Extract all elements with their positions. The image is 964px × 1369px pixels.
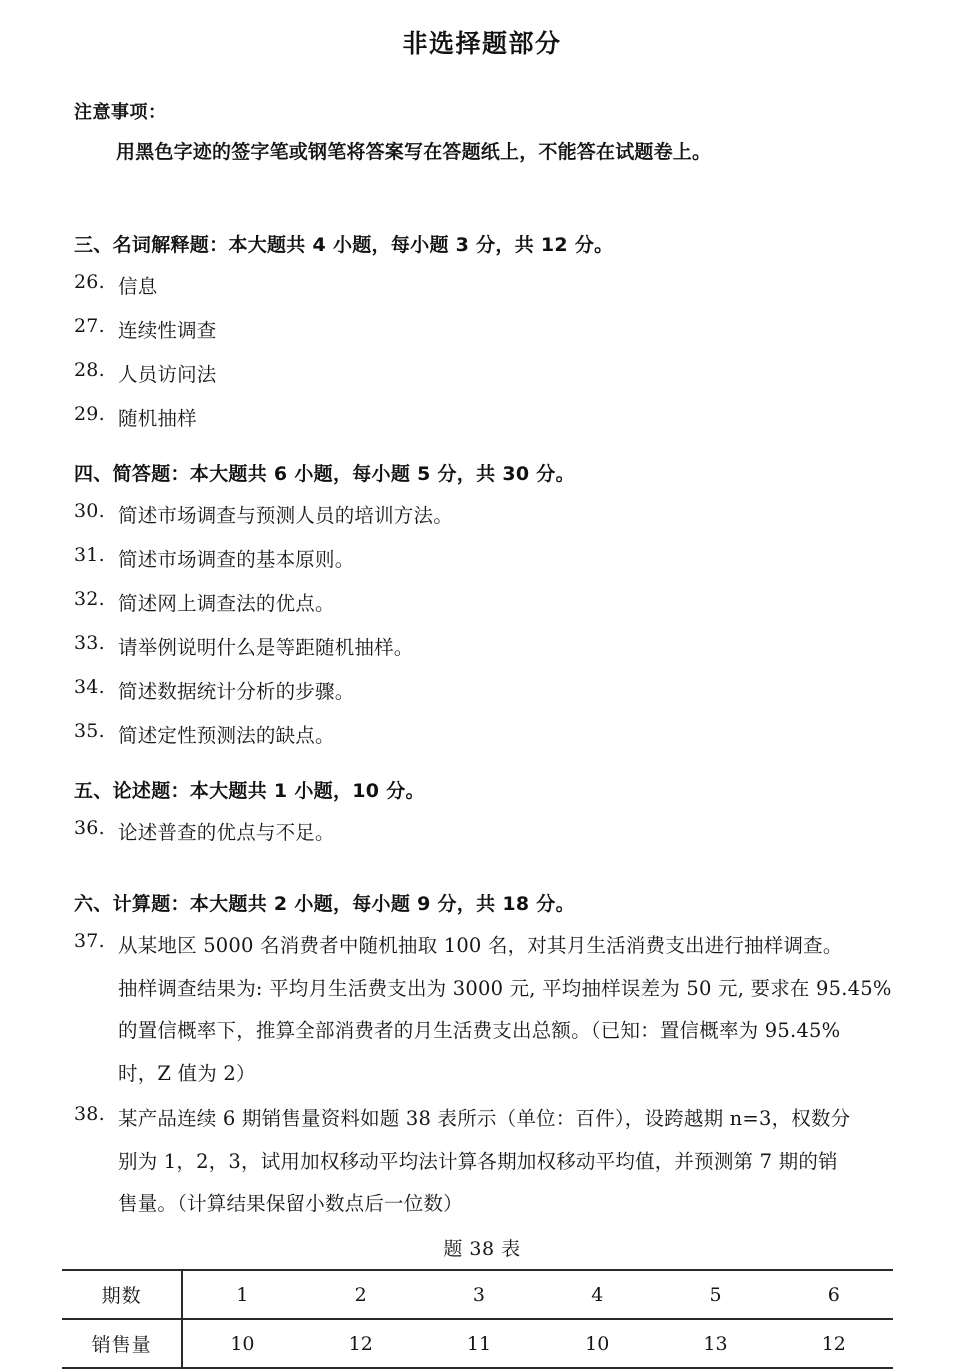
table-zone: [0, 1269, 964, 1369]
section-heading-calculation: 六、计算题：本大题共 2 小题，每小题 9 分，共 18 分。: [74, 893, 575, 915]
table-row: [62, 1270, 893, 1319]
question-text: 简述网上调查法的优点。: [118, 592, 335, 615]
question-text: 信息: [118, 275, 158, 298]
page-title: 非选择题部分: [402, 29, 562, 58]
question-line: 售量。（计算结果保留小数点后一位数）: [118, 1192, 463, 1216]
question-text: 人员访问法: [118, 363, 217, 386]
question-number: 31.: [74, 544, 105, 566]
table-cell: 12: [821, 1332, 846, 1355]
question-number: 36.: [74, 817, 105, 839]
question-line: 抽样调查结果为: 平均月生活费支出为 3000 元, 平均抽样误差为 50 元, 要求在 95.45%: [118, 976, 892, 1000]
question-item: [74, 359, 964, 387]
question-item: [74, 1103, 964, 1220]
question-item: [74, 500, 964, 528]
section-heading-essay: 五、论述题：本大题共 1 小题，10 分。: [74, 780, 425, 802]
table-cell: 13: [703, 1332, 728, 1355]
section-heading-short-answer: 四、简答题：本大题共 6 小题，每小题 5 分，共 30 分。: [74, 463, 575, 485]
question-text: 连续性调查: [118, 319, 217, 342]
question-number: 33.: [74, 632, 105, 654]
section-term-explanation: [0, 230, 964, 431]
question-number: 28.: [74, 359, 105, 381]
question-item: [74, 676, 964, 704]
question-number: 35.: [74, 720, 105, 742]
question-line: 某产品连续 6 期销售量资料如题 38 表所示（单位：百件），设跨越期 n=3，权数分: [118, 1107, 851, 1131]
table-row: [62, 1319, 893, 1368]
table-caption: 题 38 表: [443, 1238, 521, 1261]
question-list-essay: [74, 817, 964, 845]
table-cell: 2: [354, 1283, 367, 1306]
question-item: [74, 930, 964, 1089]
row-label-sales: 销售量: [62, 1319, 182, 1368]
question-line: 时，Z 值为 2）: [118, 1061, 256, 1085]
question-item: [74, 544, 964, 572]
question-text: [118, 930, 964, 1089]
question-item: [74, 817, 964, 845]
question-list-short-answer: [74, 500, 964, 748]
table-cell: 11: [466, 1332, 492, 1355]
table-cell: 10: [585, 1332, 610, 1355]
question-text: 简述定性预测法的缺点。: [118, 724, 335, 747]
question-item: [74, 403, 964, 431]
section-short-answer: [0, 459, 964, 748]
question-line: 的置信概率下，推算全部消费者的月生活费支出总额。（已知：置信概率为 95.45%: [118, 1019, 841, 1043]
table-cell: 10: [230, 1332, 255, 1355]
question-number: 38.: [74, 1103, 105, 1126]
question-line: 从某地区 5000 名消费者中随机抽取 100 名，对其月生活消费支出进行抽样调查。: [118, 934, 843, 957]
question-number: 29.: [74, 403, 105, 425]
table-cell: 12: [348, 1332, 373, 1355]
question-list-calculation: [74, 930, 964, 1220]
question-item: [74, 632, 964, 660]
question-text: [118, 1103, 964, 1220]
question-text: 请举例说明什么是等距随机抽样。: [118, 636, 414, 659]
table-cell: 1: [236, 1283, 249, 1306]
question-number: 26.: [74, 271, 105, 293]
question-number: 30.: [74, 500, 105, 522]
question-text: 简述数据统计分析的步骤。: [118, 680, 355, 703]
section-calculation: [0, 889, 964, 1220]
question-item: [74, 720, 964, 748]
question-number: 37.: [74, 930, 105, 952]
section-heading-terms: 三、名词解释题：本大题共 4 小题，每小题 3 分，共 12 分。: [74, 234, 614, 256]
row-label-period: 期数: [62, 1270, 182, 1319]
sales-data-table: [62, 1269, 893, 1369]
notice-body: 用黑色字迹的签字笔或钢笔将答案写在答题纸上，不能答在试题卷上。: [116, 141, 712, 163]
table-cell: 6: [827, 1283, 840, 1306]
question-list-terms: [74, 271, 964, 431]
question-item: [74, 271, 964, 299]
question-text: 简述市场调查与预测人员的培训方法。: [118, 504, 453, 527]
question-number: 32.: [74, 588, 105, 610]
question-text: 简述市场调查的基本原则。: [118, 548, 355, 571]
notice-block: [0, 98, 964, 164]
question-line: 别为 1，2，3，试用加权移动平均法计算各期加权移动平均值，并预测第 7 期的销: [118, 1149, 838, 1173]
question-text: 随机抽样: [118, 407, 197, 430]
notice-heading: 注意事项：: [74, 102, 167, 123]
question-number: 34.: [74, 676, 105, 698]
question-text: 论述普查的优点与不足。: [118, 821, 335, 844]
table-cell: 5: [709, 1283, 722, 1306]
question-item: [74, 315, 964, 343]
section-essay: [0, 776, 964, 845]
question-number: 27.: [74, 315, 105, 337]
table-cell: 4: [591, 1283, 604, 1306]
question-item: [74, 588, 964, 616]
table-cell: 3: [472, 1283, 486, 1306]
